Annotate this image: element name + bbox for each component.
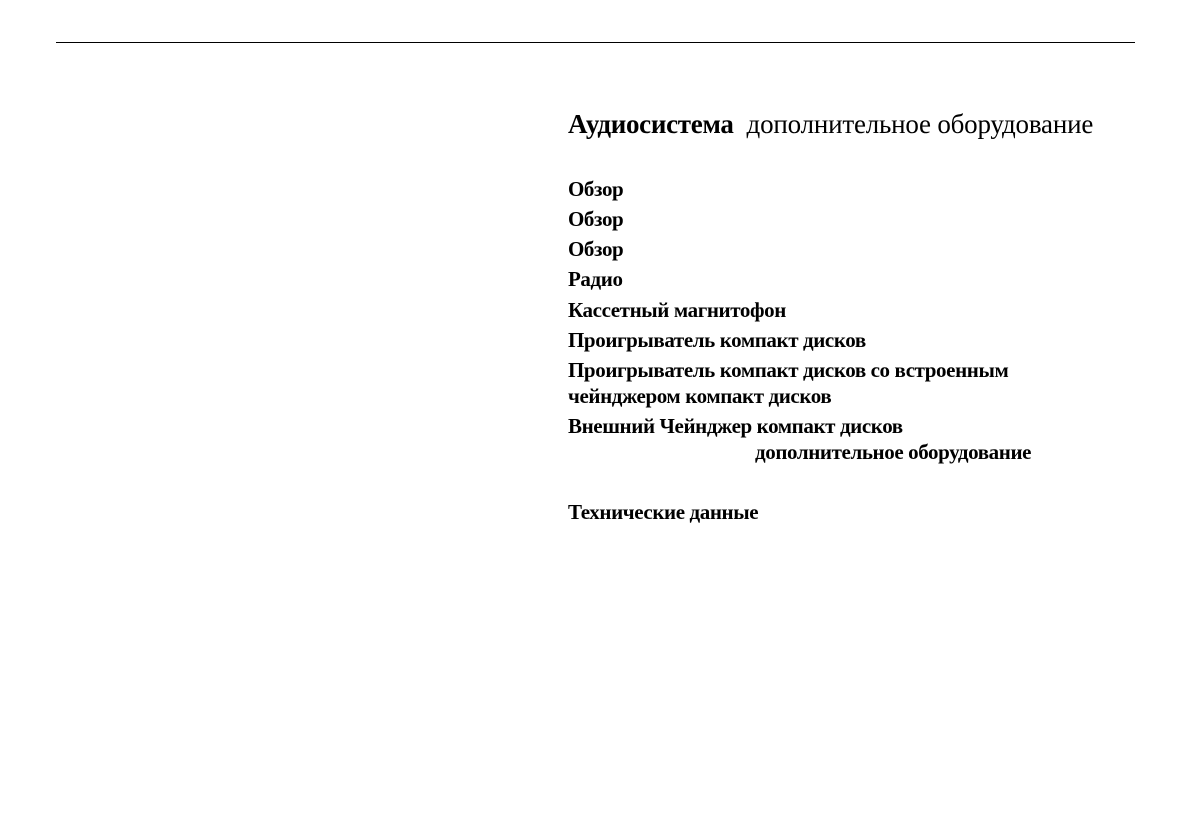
toc-item-external-changer[interactable] — [568, 413, 1108, 465]
toc-item-overview-1[interactable] — [568, 176, 1108, 202]
toc-item-overview-3[interactable] — [568, 236, 1108, 262]
toc-item-label: Обзор — [568, 177, 624, 201]
page-title — [568, 108, 1148, 140]
toc-item-label-line1: Проигрыватель компакт дисков со встроенным — [568, 358, 1009, 382]
toc-item-label-line2: дополнительное оборудование — [755, 440, 1032, 464]
toc-item-overview-2[interactable] — [568, 206, 1108, 232]
header-rule — [56, 42, 1135, 43]
toc-item-label: Технические данные — [568, 500, 759, 524]
toc-item-label: Проигрыватель компакт дисков — [568, 328, 866, 352]
toc-item-label: Кассетный магнитофон — [568, 298, 786, 322]
toc-item-cd-player[interactable] — [568, 327, 1108, 353]
toc-item-label: Обзор — [568, 207, 624, 231]
toc-item-technical-data[interactable] — [568, 499, 1108, 525]
toc-item-radio[interactable] — [568, 266, 1108, 292]
toc-item-cd-player-changer[interactable] — [568, 357, 1108, 409]
page-title-subtitle: дополнительное оборудование — [746, 109, 1094, 139]
toc-item-label-line2: чейнджером компакт дисков — [568, 384, 832, 408]
toc-item-label: Радио — [568, 267, 623, 291]
toc-item-cassette[interactable] — [568, 297, 1108, 323]
page-title-main: Аудиосистема — [568, 109, 734, 139]
toc-item-label: Обзор — [568, 237, 624, 261]
toc-item-label-line1: Внешний Чейнджер компакт дисков — [568, 414, 903, 438]
